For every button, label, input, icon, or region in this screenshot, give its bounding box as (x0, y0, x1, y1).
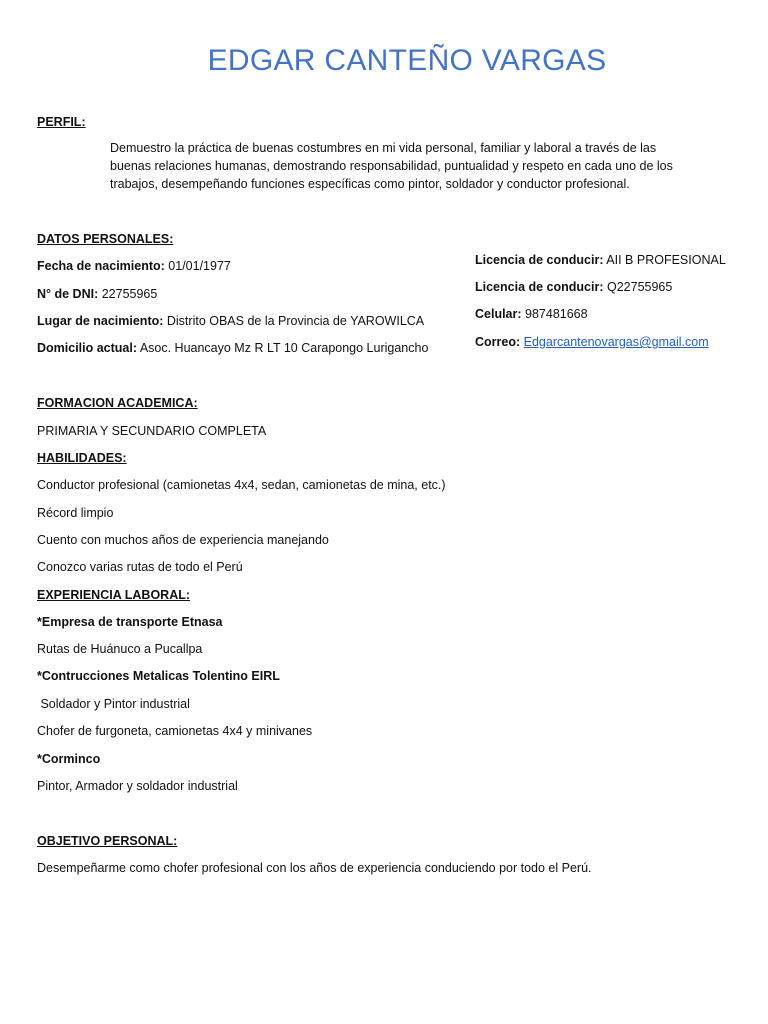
experience-detail: Chofer de furgoneta, camionetas 4x4 y minivanes (37, 724, 313, 738)
birth-date (37, 257, 231, 275)
field-value: Distrito OBAS de la Provincia de YAROWILCA (163, 314, 425, 328)
skill-item: Récord limpio (37, 506, 114, 520)
current-address (37, 339, 428, 357)
perfil-line: buenas relaciones humanas, demostrando responsabilidad, puntualidad y respeto en cada uno de los (110, 159, 673, 173)
experience-company: *Corminco (37, 752, 101, 766)
field-label: Lugar de nacimiento: (37, 314, 164, 328)
license-class (475, 251, 726, 269)
field-label: Licencia de conducir: (475, 253, 604, 267)
resume-name: EDGAR CANTEÑO VARGAS (207, 44, 607, 77)
perfil-line: trabajos, desempeñando funciones específicas como pintor, soldador y conductor profesional. (110, 177, 630, 191)
birth-place (37, 312, 424, 330)
field-value: Q22755965 (603, 280, 673, 294)
field-label: Domicilio actual: (37, 341, 138, 355)
objetivo-heading: OBJETIVO PERSONAL: (37, 834, 178, 848)
license-number (475, 278, 672, 296)
field-value: Asoc. Huancayo Mz R LT 10 Carapongo Lurigancho (137, 341, 429, 355)
skill-item: Conductor profesional (camionetas 4x4, sedan, camionetas de mina, etc.) (37, 478, 446, 492)
formacion-heading: FORMACION ACADEMICA: (37, 396, 198, 410)
perfil-line: Demuestro la práctica de buenas costumbres en mi vida personal, familiar y laboral a través de las (110, 141, 657, 155)
experience-detail: Soldador y Pintor industrial (37, 697, 190, 711)
field-label: Fecha de nacimiento: (37, 259, 165, 273)
field-label: Celular: (475, 307, 522, 321)
field-value: 22755965 (98, 287, 158, 301)
perfil-heading: PERFIL: (37, 115, 86, 129)
dni (37, 285, 157, 303)
experience-detail: Pintor, Armador y soldador industrial (37, 779, 238, 793)
field-label: N° de DNI: (37, 287, 99, 301)
phone (475, 305, 588, 323)
objetivo-text: Desempeñarme como chofer profesional con los años de experiencia conduciendo por todo el Perú. (37, 861, 592, 875)
field-label: Licencia de conducir: (475, 280, 604, 294)
skill-item: Conozco varias rutas de todo el Perú (37, 560, 243, 574)
skill-item: Cuento con muchos años de experiencia manejando (37, 533, 329, 547)
experience-company: *Empresa de transporte Etnasa (37, 615, 223, 629)
habilidades-heading: HABILIDADES: (37, 451, 127, 465)
datos-heading: DATOS PERSONALES: (37, 232, 174, 246)
field-value: AII B PROFESIONAL (603, 253, 726, 267)
email-link[interactable]: Edgarcantenovargas@gmail.com (523, 335, 709, 349)
formacion-text: PRIMARIA Y SECUNDARIO COMPLETA (37, 424, 267, 438)
field-value: 987481668 (521, 307, 588, 321)
perfil-paragraph (110, 139, 710, 193)
field-label: Correo: (475, 335, 521, 349)
experience-detail: Rutas de Huánuco a Pucallpa (37, 642, 203, 656)
experience-company: *Contrucciones Metalicas Tolentino EIRL (37, 669, 280, 683)
email (475, 333, 709, 351)
field-value: 01/01/1977 (164, 259, 231, 273)
experiencia-heading: EXPERIENCIA LABORAL: (37, 588, 191, 602)
